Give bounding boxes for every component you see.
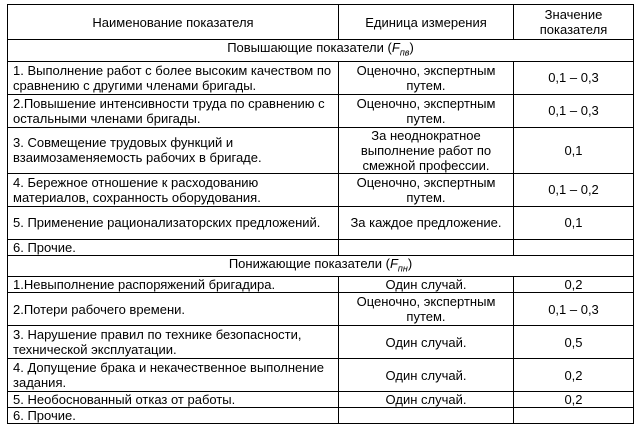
table-row <box>8 277 634 293</box>
indicator-name: 2.Потери рабочего времени. <box>8 293 339 326</box>
section-symbol <box>389 255 408 274</box>
indicator-name: 6. Прочие. <box>8 239 339 255</box>
indicator-value: 0,1 – 0,3 <box>514 61 634 94</box>
indicator-unit: Один случай. <box>339 326 514 359</box>
indicator-unit: Оценочно, экспертным путем. <box>339 293 514 326</box>
indicator-unit: Оценочно, экспертным путем. <box>339 61 514 94</box>
section-row-lower <box>8 255 634 277</box>
symbol-subscript: пн <box>397 263 408 274</box>
indicator-name: 1. Выполнение работ с более высоким качеством по сравнению с другими членами бригады. <box>8 61 339 94</box>
table-row <box>8 359 634 392</box>
table-row <box>8 392 634 408</box>
indicator-name: 4. Допущение брака и некачественное выполнение задания. <box>8 359 339 392</box>
section-title-close: ) <box>407 255 413 271</box>
indicator-unit <box>339 408 514 424</box>
indicator-unit <box>339 239 514 255</box>
indicator-name: 3. Нарушение правил по технике безопасности, технической эксплуатации. <box>8 326 339 359</box>
indicator-name: 2.Повышение интенсивности труда по сравнению с остальными членами бригады. <box>8 94 339 127</box>
indicator-unit: Оценочно, экспертным путем. <box>339 173 514 206</box>
indicator-value: 0,2 <box>514 359 634 392</box>
section-row-raise <box>8 40 634 62</box>
indicator-unit: Один случай. <box>339 359 514 392</box>
table-row <box>8 127 634 173</box>
section-title-raise <box>8 40 634 62</box>
table-row <box>8 94 634 127</box>
symbol-subscript: пв <box>399 47 410 58</box>
table-row <box>8 326 634 359</box>
header-name: Наименование показателя <box>8 5 339 40</box>
symbol-letter: F <box>389 255 398 271</box>
indicator-value: 0,5 <box>514 326 634 359</box>
header-value: Значение показателя <box>514 5 634 40</box>
section-title-close: ) <box>409 40 414 55</box>
indicator-unit: Один случай. <box>339 277 514 293</box>
indicator-value: 0,2 <box>514 277 634 293</box>
indicator-value: 0,2 <box>514 392 634 408</box>
indicators-table <box>7 4 634 424</box>
indicator-value: 0,1 <box>514 127 634 173</box>
table-header-row <box>8 5 634 40</box>
indicator-unit: Оценочно, экспертным путем. <box>339 94 514 127</box>
section-title-lower <box>8 255 634 277</box>
indicator-unit: За неоднократное выполнение работ по смежной профессии. <box>339 127 514 173</box>
table-row <box>8 173 634 206</box>
table-row <box>8 408 634 424</box>
indicator-unit: За каждое предложение. <box>339 206 514 239</box>
indicator-value: 0,1 – 0,3 <box>514 94 634 127</box>
section-symbol <box>391 40 410 58</box>
symbol-letter: F <box>391 40 400 55</box>
indicator-name: 6. Прочие. <box>8 408 339 424</box>
indicator-value <box>514 408 634 424</box>
indicator-unit: Один случай. <box>339 392 514 408</box>
indicator-value: 0,1 – 0,3 <box>514 293 634 326</box>
indicator-name: 3. Совмещение трудовых функций и взаимозаменяемость рабочих в бригаде. <box>8 127 339 173</box>
table-row <box>8 206 634 239</box>
table-row <box>8 61 634 94</box>
indicator-name: 4. Бережное отношение к расходованию материалов, сохранность оборудования. <box>8 173 339 206</box>
indicator-name: 5. Применение рационализаторских предложений. <box>8 206 339 239</box>
indicator-value <box>514 239 634 255</box>
indicator-value: 0,1 <box>514 206 634 239</box>
indicator-name: 5. Необоснованный отказ от работы. <box>8 392 339 408</box>
section-title-text: Повышающие показатели ( <box>227 40 392 55</box>
indicator-value: 0,1 – 0,2 <box>514 173 634 206</box>
indicator-name: 1.Невыполнение распоряжений бригадира. <box>8 277 339 293</box>
table-row <box>8 239 634 255</box>
section-title-text: Понижающие показатели ( <box>228 255 390 271</box>
header-unit: Единица измерения <box>339 5 514 40</box>
table-row <box>8 293 634 326</box>
